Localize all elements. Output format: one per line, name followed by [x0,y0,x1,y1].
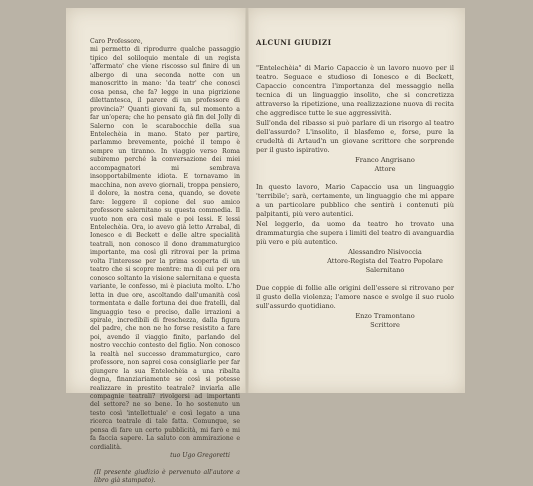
review-paragraph: Sull'onda del ribasso si può parlare di un risorgo al teatro dell'assurdo? L'insolito, il blasfemo e, forse, pure la crudeltà di Artaud'n un giovane scrittore che sorprende per il gusto ispirativo. [256,118,454,154]
section-heading: ALCUNI GIUDIZI [256,38,332,47]
review-author-name: Franco Angrisano [355,155,415,164]
letter-signature: tuo Ugo Gregoretti [170,452,230,460]
letter-salutation: Caro Professore, [90,38,143,45]
review-author-role: Attore-Regista del Teatro Popolare Salernitano [327,256,443,274]
review-paragraph: Nel leggerlo, da uomo da teatro ho trovato una drammaturgia che supera i limiti del teatro di avanguardia più vero e più autentico. [256,219,454,246]
review-author-role: Scrittore [370,321,400,330]
review-paragraph: In questo lavoro, Mario Capaccio usa un linguaggio 'terribile'; sarà, certamente, un linguaggio che mi appare a un particolare pubblico che sentirà i contenuti più palpitanti, più vero autentici. [256,183,454,219]
review-author-name: Alessandro Nisivoccia [348,247,422,256]
page-fold [245,8,249,393]
review-author-role: Attore [374,165,396,174]
letter-body: mi permetto di riprodurre qualche passaggio tipico del soliloquio mentale di un regista 'affermato' che viene riscosso sul finire di un albergo di una seconda notte con un manoscritto in mano: 'da teatr' che conosci cosa pensa, che fa? legge in una pigrizione dilettantesca, il parere di un professore di provincia?' Quanti giovani fa, sul momento a far un'opera; che ho pensato già fin del Jolly di Salerno con le scarabocchie della sua Entelechèia in mano. Stato per partire, parlammo brevemente, poiché il tempo è sempre un tiranno. In viaggio verso Roma subiremo perché la conversazione dei miei accompagnatori mi sembrava insopportabilmente idiota. E tornavamo in macchina, non avevo giornali, troppa pensiero, il dolore, la nostra cena, quando, se dovete fare: leggere il copione del suo amico professore salernitano su questa commedia. Il vuoto non era così male e poi lessi. E lessi Entelechèia. Ora, io avevo già letto Arrabal, di Ionesco e di Beckett e delle altre specialità teatrali, non conosco il dono drammaturgico importante, ma così gli ritrovai per la prima volta l'interesse per la prima scoperta di un teatro che si scopre mentre: ma di cui per ora conosco soltanto la visione salernitana e questa variante, le confesso, mi è piaciuta molto. L'ho letta in due ore, ascoltando dall'umanità così tormentata e dalle fortuna dei due fratelli, dal linguaggio teso e preciso, dalle irrazioni a spirale, incredibili di freschezza, dalla figura del padre, che non ne ho forse resistito a fare poi, avendo il viaggio finito, parlando del nostro vecchio contesto del figlio. Non conosco la realtà nel successo drammaturgico, caro professore, non saprei cosa consigliarle per far giungere la sua Entelechèia a una ribalta degna, finanziariamente se così si potesse realizzare in prestito teatrale? inviarla alle compagnie teatrali? rivolgersi ad importanti del settore? ne so bene. Io ho sostenuto un testo così 'intellettuale' e così legato a una ricerca teatrale di tale fatta. Comunque, se pensa di fare un certo pubblicità, mi farò e mi fa faccia sapere. La saluto con ammirazione e cordialità. [90,46,240,451]
review-paragraph: Due coppie di follie alle origini dell'essere si ritrovano per il gusto della violenza; l'amore nasce e svolge il suo ruolo sull'assurdo quotidiano. [256,284,454,311]
letter-column [90,38,240,486]
review-paragraph: "Entelechèia" di Mario Capaccio è un lavoro nuovo per il teatro. Seguace e studioso di Ionesco e di Beckett, Capaccio concentra l'importanza del messaggio nella tecnica di un linguaggio insolito, che si concretizza attraverso la ripetizione, una realizzazione nuova di recita che aggredisce tutte le sue aggressività. [256,64,454,118]
letter-note: (Il presente giudizio è pervenuto all'autore a libro già stampato). [94,468,240,485]
review-author-name: Enzo Tramontano [355,312,415,321]
reviews-column [256,64,454,331]
